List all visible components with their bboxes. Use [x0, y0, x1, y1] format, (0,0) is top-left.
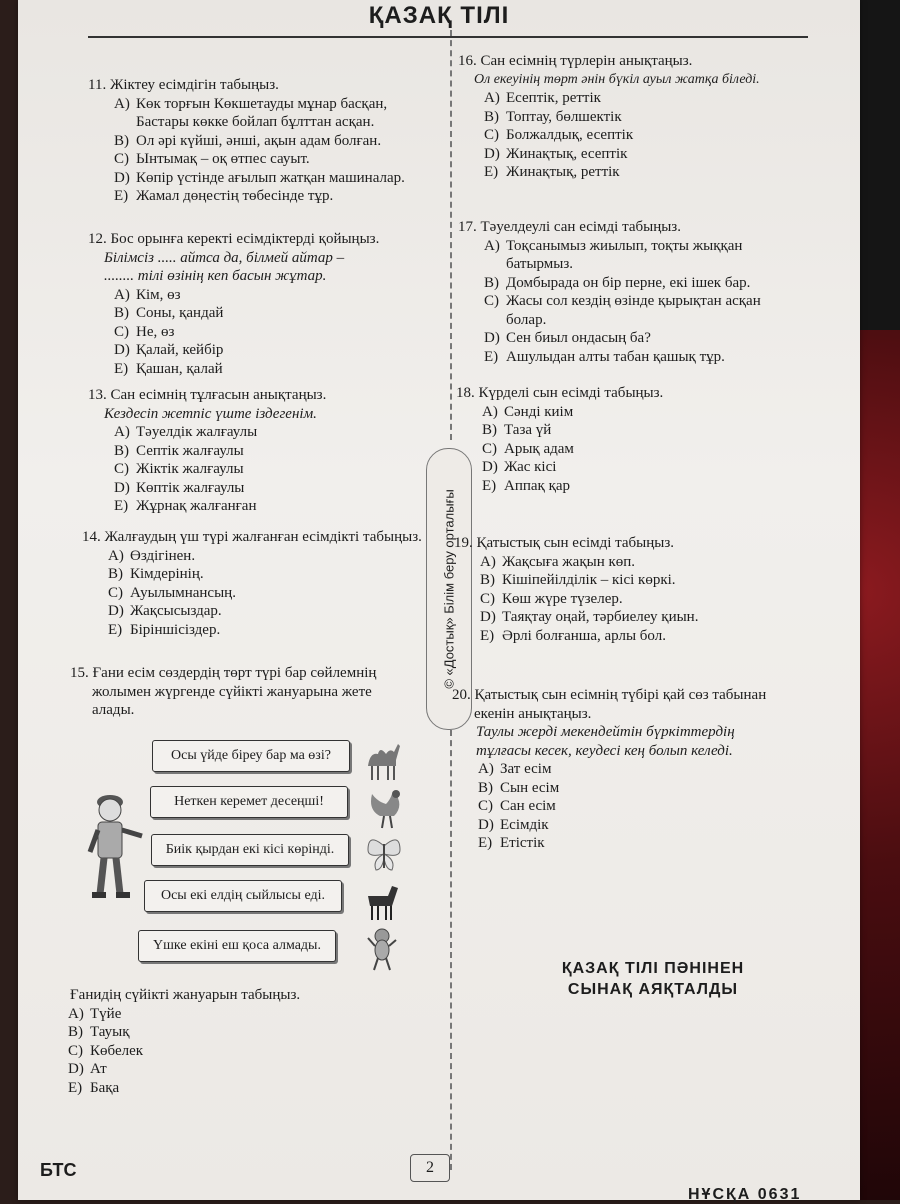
page-number: 2 [410, 1154, 450, 1182]
option-d[interactable]: D) Көптік жалғаулы [114, 479, 245, 496]
option-d[interactable]: D) Көпір үстінде ағылып жатқан машиналар. [114, 169, 405, 186]
option-c[interactable]: C) Не, өз [114, 323, 175, 340]
sentence-box[interactable]: Биік қырдан екі кісі көрінді. [151, 834, 349, 866]
footer-variant: НҰСҚА 0631 [688, 1186, 802, 1203]
footer-publisher: БТС [40, 1160, 77, 1180]
option-e[interactable]: E) Жұрнақ жалғанған [114, 498, 257, 514]
question-13: 13. Сан есімнің тұлғасын анықтаңыз. Кездесіп жетпіс үште іздегенім. A) Тәуелдік жалғаулы B) Септік жалғаулы C) Жіктік жалғаулы D) Көптік жалғаулы E) Жұрнақ жалғанған [88, 386, 438, 516]
watermark: © «Достық» Білім беру орталығы [426, 448, 472, 730]
option-e[interactable]: E) Әрлі болғанша, арлы бол. [480, 627, 666, 644]
option-a[interactable]: A) Жақсыға жақын көп. [480, 553, 636, 570]
rooster-icon [366, 784, 406, 830]
option-c[interactable]: C) Ауылымнансың. [108, 584, 236, 601]
option-b[interactable]: B) Септік жалғаулы [114, 442, 244, 459]
exam-page [18, 0, 860, 1203]
option-c[interactable]: C) Көбелек [68, 1042, 144, 1059]
option-e[interactable]: E) Бақа [68, 1079, 120, 1096]
question-18: 18. Күрделі сын есімді табыңыз. A) Сәнді киім B) Таза үй C) Арық адам D) Жас кісі E) Аппақ қар [456, 384, 836, 495]
header-rule [88, 36, 808, 38]
option-a[interactable]: A) Зат есім [478, 761, 552, 777]
option-e[interactable]: E) Аппақ қар [482, 477, 571, 494]
question-19: 19. Қатыстық сын есімді табыңыз. A) Жақсыға жақын көп. B) Кішіпейілділік – кісі көркі. C) Көш жүре түзелер. D) Таяқтау оңай, тәрбиелеу қиын. E) Әрлі болғанша, арлы бол. [454, 534, 834, 645]
option-b[interactable]: B) Домбырада он бір перне, екі ішек бар. [484, 274, 751, 291]
option-e[interactable]: E) Қашан, қалай [114, 360, 223, 377]
question-15: 15. Ғани есім сөздердің төрт түрі бар сөйлемнің жолымен жүргенде сүйікті жануарына жете алады. [70, 665, 377, 718]
option-b[interactable]: B) Кімдерінің. [108, 566, 204, 582]
question-15-answers: Ғанидің сүйікті жануарын табыңыз. A) Түйе B) Тауық C) Көбелек D) Ат E) Бақа [68, 986, 428, 1097]
option-e[interactable]: E) Ашулыдан алты табан қашық тұр. [484, 348, 725, 365]
sentence-box[interactable]: Неткен керемет десеңші! [150, 786, 348, 818]
option-c[interactable]: C) Ынтымақ – оқ өтпес сауыт. [114, 151, 310, 167]
column-divider [450, 30, 453, 440]
option-a[interactable]: A) Есептік, реттік [484, 90, 601, 106]
camel-icon [362, 736, 402, 782]
option-c[interactable]: C) Көш жүре түзелер. [480, 590, 623, 607]
option-e[interactable]: E) Біріншісіздер. [108, 621, 221, 638]
option-d[interactable]: D) Сен биыл ондасың ба? [484, 330, 651, 346]
frog-icon [362, 926, 402, 972]
option-a[interactable]: A) Өздігінен. [108, 547, 196, 564]
question-12: 12. Бос орынға керекті есімдіктерді қойыңыз. Білімсіз ..... айтса да, білмей айтар – ........ тілі өзінің кеп басын жұтар. A) Кім, өз B) Соны, қандай C) Не, өз D) Қалай, кейбір E) Қашан, қалай [88, 230, 438, 378]
end-of-test-text: ҚАЗАҚ ТІЛІ ПӘНІНЕН СЫНАҚ АЯҚТАЛДЫ [561, 960, 745, 998]
option-b[interactable]: B) Топтау, бөлшектік [484, 108, 622, 125]
option-c[interactable]: C) Арық адам [482, 440, 574, 457]
option-b[interactable]: B) Кішіпейілділік – кісі көркі. [480, 572, 676, 588]
option-d[interactable]: D) Есімдік [478, 816, 549, 833]
question-14: 14. Жалғаудың үш түрі жалғанған есімдікті табыңыз. A) Өздігінен. B) Кімдерінің. C) Ауылымнансың. D) Жақсысыздар. E) Біріншісіздер. [82, 528, 442, 639]
page-title: ҚАЗАҚ ТІЛІ [368, 2, 510, 29]
option-a[interactable]: A) Кім, өз [114, 286, 181, 303]
option-c[interactable]: C) Жасы сол кездің өзінде қырықтан асқан болар. [484, 293, 761, 328]
option-b[interactable]: B) Соны, қандай [114, 305, 224, 321]
option-a[interactable]: A) Тәуелдік жалғаулы [114, 424, 258, 440]
question-11: 11. Жіктеу есімдігін табыңыз. A) Көк торғын Көкшетауды мұнар басқан, Бастары көкке бойлап бұлттан асқан. B) Ол әрі күйші, әнші, ақын адам болған. C) Ынтымақ – оқ өтпес сауыт. D) Көпір үстінде ағылып жатқан машиналар. E) Жамал дөңестің төбесінде тұр. [88, 76, 438, 206]
option-d[interactable]: D) Жас кісі [482, 459, 557, 475]
sentence-box[interactable]: Осы үйде біреу бар ма өзі? [152, 740, 350, 772]
question-20: 20. Қатыстық сын есімнің түбірі қай сөз табынан екенін анықтаңыз. Таулы жерді мекендейтін бүркіттердің тұлғасы кесек, кеудесі кең болып келеді. A) Зат есім B) Сын есім C) Сан есім D) Есімдік E) Етістік [452, 686, 842, 853]
option-c[interactable]: C) Жіктік жалғаулы [114, 461, 244, 477]
option-d[interactable]: D) Жақсысыздар. [108, 603, 222, 619]
question-16: 16. Сан есімнің түрлерін анықтаңыз. Ол екеуінің төрт әнін бүкіл ауыл жатқа біледі. A) Есептік, реттік B) Топтау, бөлшектік C) Болжалдық, есептік D) Жинақтық, есептік E) Жинақтық, реттік [458, 52, 838, 182]
option-a[interactable]: A) Сәнді киім [482, 403, 574, 420]
option-d[interactable]: D) Таяқтау оңай, тәрбиелеу қиын. [480, 609, 699, 625]
option-a[interactable]: A) Түйе [68, 1005, 122, 1022]
option-e[interactable]: E) Етістік [478, 835, 545, 851]
sentence-box[interactable]: Үшке екіні еш қоса алмады. [138, 930, 336, 962]
option-e[interactable]: E) Жамал дөңестің төбесінде тұр. [114, 188, 334, 204]
sentence-box[interactable]: Осы екі елдің сыйлысы еді. [144, 880, 342, 912]
horse-icon [362, 878, 402, 924]
butterfly-icon [364, 832, 404, 878]
question-17: 17. Тәуелдеулі сан есімді табыңыз. A) Тоқсанымыз жиылып, тоқты жыққан батырмыз. B) Домбырада он бір перне, екі ішек бар. C) Жасы сол кездің өзінде қырықтан асқан болар. D) Сен биыл ондасың ба? E) Ашулыдан алты табан қашық тұр. [458, 218, 838, 366]
option-a[interactable]: A) Тоқсанымыз жиылып, тоқты жыққан батырмыз. [484, 237, 743, 272]
option-d[interactable]: D) Ат [68, 1061, 107, 1077]
option-b[interactable]: B) Тауық [68, 1024, 130, 1040]
option-d[interactable]: D) Қалай, кейбір [114, 342, 224, 358]
boy-figure-icon [80, 786, 148, 904]
option-b[interactable]: B) Таза үй [482, 422, 552, 438]
option-c[interactable]: C) Болжалдық, есептік [484, 127, 634, 143]
option-b[interactable]: B) Сын есім [478, 779, 560, 796]
option-a[interactable]: A) Көк торғын Көкшетауды мұнар басқан, Бастары көкке бойлап бұлттан асқан. [114, 95, 388, 130]
option-c[interactable]: C) Сан есім [478, 798, 556, 814]
option-d[interactable]: D) Жинақтық, есептік [484, 145, 628, 162]
option-e[interactable]: E) Жинақтық, реттік [484, 164, 620, 180]
option-b[interactable]: B) Ол әрі күйші, әнші, ақын адам болған. [114, 132, 382, 149]
